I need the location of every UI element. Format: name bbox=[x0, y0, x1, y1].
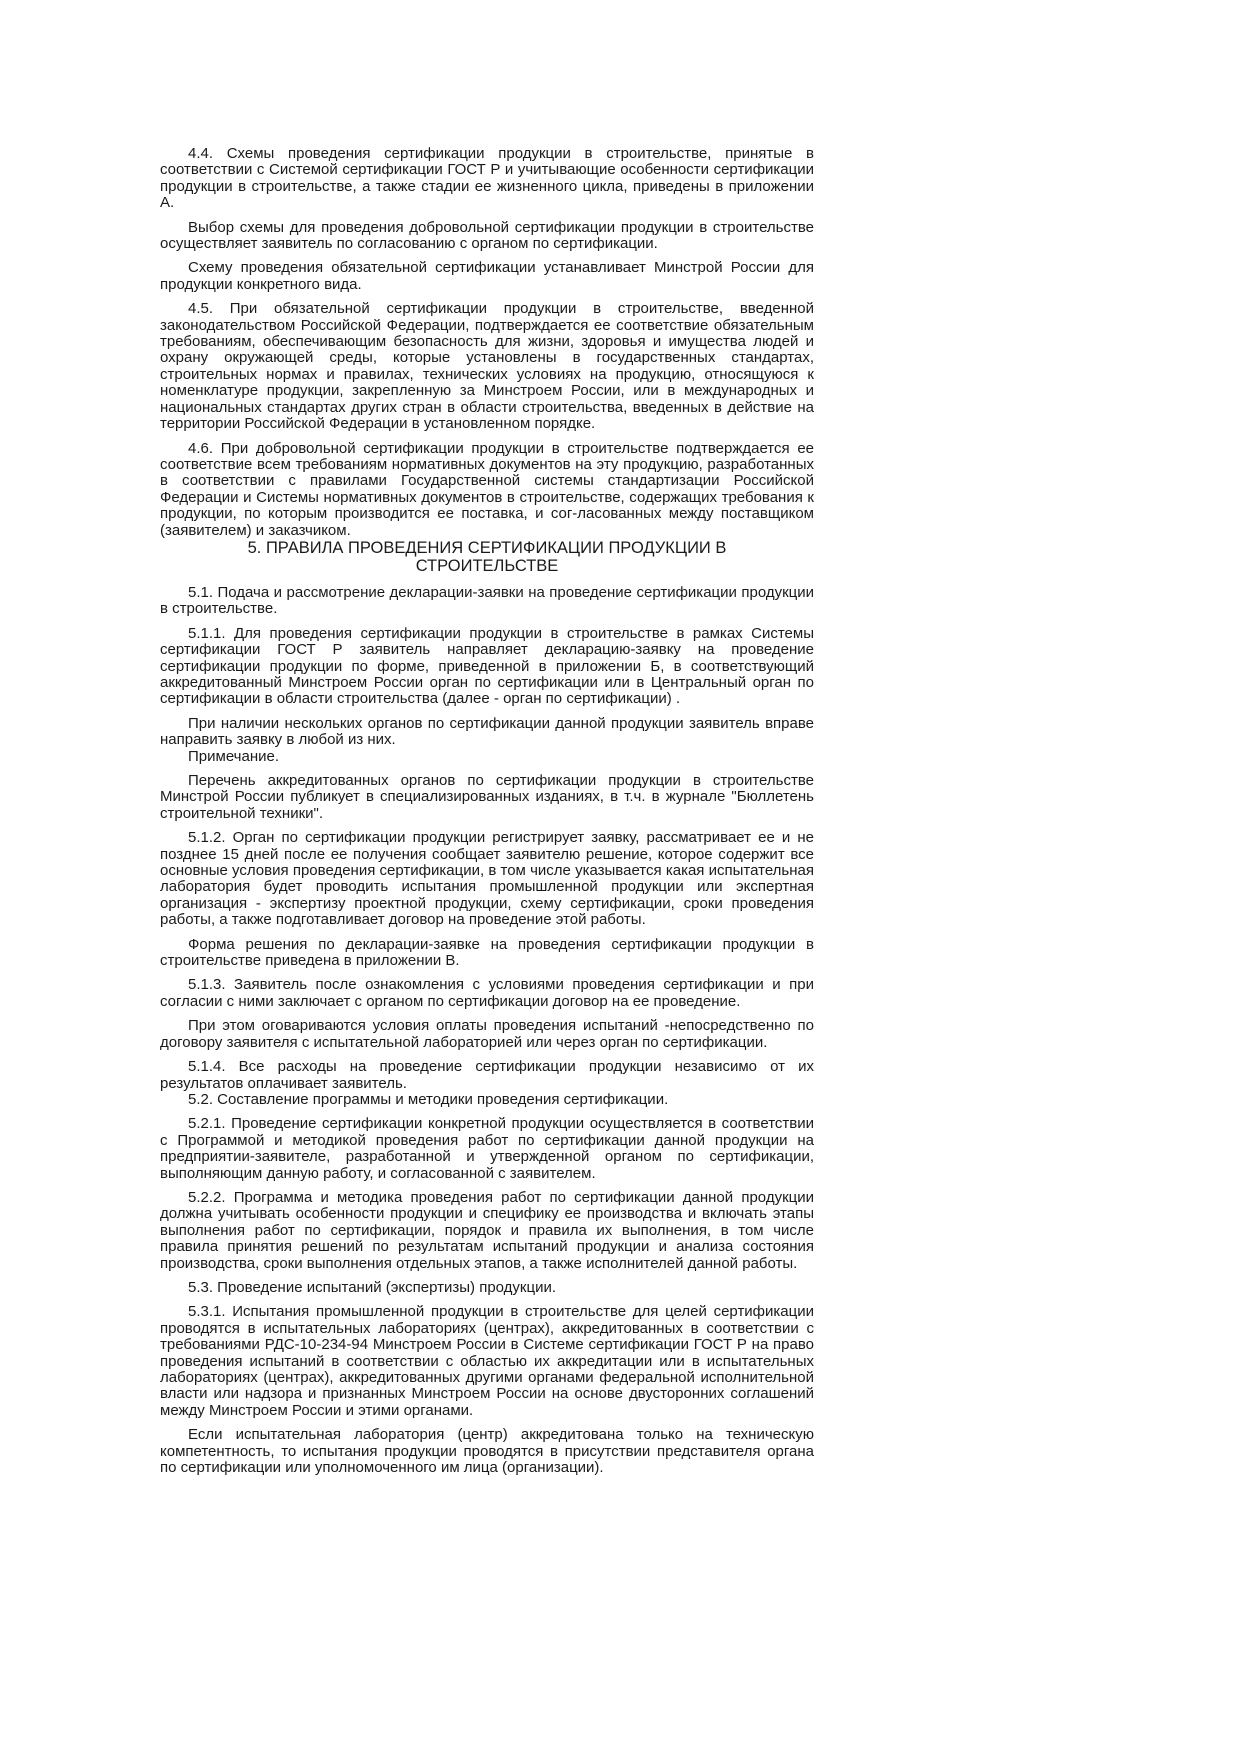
paragraph-4-4: 4.4. Схемы проведения сертификации продукции в строительстве, принятые в соответствии с Системой сертификации ГОСТ Р и учитывающие особенности сертификации продукции в строительстве, а также стадии ее жизненного цикла, приведены в приложении А. bbox=[160, 145, 814, 212]
paragraph-5-1-4: 5.1.4. Все расходы на проведение сертификации продукции независимо от их результатов оплачивает заявитель. bbox=[160, 1058, 814, 1092]
paragraph-5-1: 5.1. Подача и рассмотрение декларации-заявки на проведение сертификации продукции в строительстве. bbox=[160, 583, 814, 618]
paragraph-decision-form: Форма решения по декларации-заявке на проведения сертификации продукции в строительстве приведена в приложении В. bbox=[160, 935, 814, 970]
paragraph-5-1-3: 5.1.3. Заявитель после ознакомления с условиями проведения сертификации и при согласии с ними заключает с органом по сертификации договор на ее проведение. bbox=[160, 976, 814, 1010]
note-label: Примечание. bbox=[188, 747, 279, 765]
paragraph-lab-competence: Если испытательная лаборатория (центр) аккредитована только на техническую компетентность, то испытания продукции проводятся в присутствии представителя органа по сертификации или уполномоченного им лица (организации). bbox=[160, 1426, 814, 1477]
paragraph-scheme-choice: Выбор схемы для проведения добровольной сертификации продукции в строительстве осуществляет заявитель по согласованию с органом по сертификации. bbox=[160, 218, 814, 253]
paragraph-5-2: 5.2. Составление программы и методики проведения сертификации. bbox=[188, 1090, 669, 1108]
document-page bbox=[160, 146, 814, 1484]
paragraph-5-3: 5.3. Проведение испытаний (экспертизы) продукции. bbox=[188, 1278, 557, 1296]
paragraph-5-3-1: 5.3.1. Испытания промышленной продукции в строительстве для целей сертификации проводятся в испытательных лабораториях (центрах), аккредитованных в соответствии с требованиями РДС-10-234-94 Минстроем России в Системе сертификации ГОСТ Р на право проведения испытаний в соответствии с областью их аккредитации или в испытательных лабораториях (центрах), аккредитованных другими органами федеральной исполнительной власти или надзора и признанных Минстроем России на основе двусторонних соглашений между Минстроем России и этими органами. bbox=[160, 1303, 814, 1419]
paragraph-payment-terms: При этом оговариваются условия оплаты проведения испытаний -непосредственно по договору заявителя с испытательной лабораторией или через орган по сертификации. bbox=[160, 1017, 814, 1051]
paragraph-multiple-bodies: При наличии нескольких органов по сертификации данной продукции заявитель вправе направить заявку в любой из них. bbox=[160, 714, 814, 749]
paragraph-note-text: Перечень аккредитованных органов по сертификации продукции в строительстве Минстрой России публикует в специализированных изданиях, в т.ч. в журнале "Бюллетень строительной техники". bbox=[160, 772, 814, 822]
paragraph-5-2-2: 5.2.2. Программа и методика проведения работ по сертификации данной продукции должна учитывать особенности продукции и специфику ее производства и включать этапы выполнения работ по сертификации, порядок и правила их выполнения, в том числе правила принятия решений по результатам испытаний продукции и анализа состояния производства, сроки выполнения отдельных этапов, а также исполнителей данной работы. bbox=[160, 1188, 814, 1272]
section-heading: 5. ПРАВИЛА ПРОВЕДЕНИЯ СЕРТИФИКАЦИИ ПРОДУКЦИИ В СТРОИТЕЛЬСТВЕ bbox=[247, 538, 727, 575]
paragraph-4-5: 4.5. При обязательной сертификации продукции в строительстве, введенной законодательством Российской Федерации, подтверждается ее соответствие обязательным требованиям, обеспечивающим безопасность для жизни, здоровья и имущества людей и охрану окружающей среды, которые установлены в государственных стандартах, строительных нормах и правилах, технических условиях на продукцию, относящуюся к номенклатуре продукции, закрепленную за Минстроем России, или в международных и национальных стандартах других стран в области строительства, введенных в действие на территории Российской Федерации в установленном порядке. bbox=[160, 300, 814, 433]
paragraph-5-1-2: 5.1.2. Орган по сертификации продукции регистрирует заявку, рассматривает ее и не позднее 15 дней после ее получения сообщает заявителю решение, которое содержит все основные условия проведения сертификации, в том числе указывается какая испытательная лаборатория будет проводить испытания промышленной продукции или экспертная организация - экспертизу проектной продукции, схему сертификации, сроки проведения работы, а также подготавливает договор на проведение этой работы. bbox=[160, 829, 814, 929]
paragraph-mandatory-scheme: Схему проведения обязательной сертификации устанавливает Минстрой России для продукции конкретного вида. bbox=[160, 259, 814, 293]
paragraph-5-2-1: 5.2.1. Проведение сертификации конкретной продукции осуществляется в соответствии с Программой и методикой проведения работ по сертификации данной продукции на предприятии-заявителе, разработанной и утвержденной органом по сертификации, выполняющим данную работу, и согласованной с заявителем. bbox=[160, 1115, 814, 1182]
paragraph-4-6: 4.6. При добровольной сертификации продукции в строительстве подтверждается ее соответствие всем требованиям нормативных документов на эту продукцию, разработанных в соответствии с правилами Государственной системы стандартизации Российской Федерации и Системы нормативных документов в строительстве, содержащих требования к продукции, по которым производится ее поставка, и сог-ласованных между поставщиком (заявителем) и заказчиком. bbox=[160, 439, 814, 539]
paragraph-5-1-1: 5.1.1. Для проведения сертификации продукции в строительстве в рамках Системы сертификации ГОСТ Р заявитель направляет декларацию-заявку на проведение сертификации продукции по форме, приведенной в приложении Б, в соответствующий аккредитованный Минстроем России орган по сертификации или в Центральный орган по сертификации в области строительства (далее - орган по сертификации) . bbox=[160, 624, 814, 708]
